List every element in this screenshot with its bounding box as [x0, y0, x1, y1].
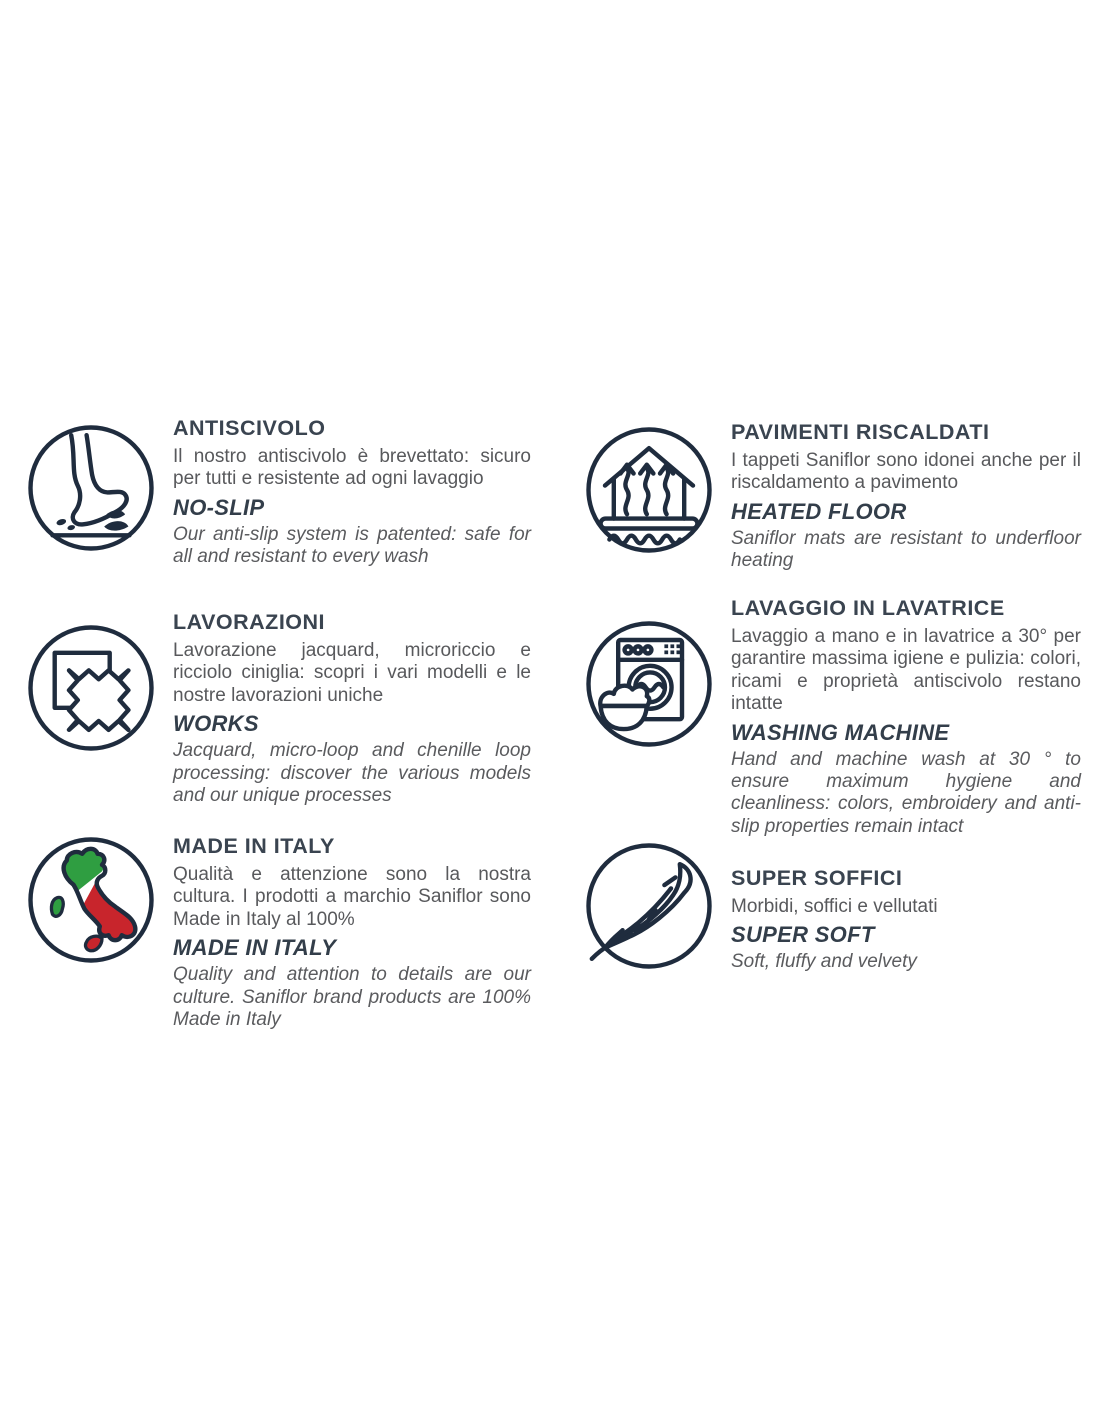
- feature-desc-it: Qualità e attenzione sono la nostra cultura. I prodotti a marchio Saniflor sono Made in Italy al 100%: [173, 864, 531, 930]
- feature-text: [731, 596, 1081, 838]
- feature-text: [173, 416, 531, 569]
- feature-desc-it: Morbidi, soffici e vellutati: [731, 896, 938, 917]
- no-slip-foot-icon: [25, 422, 157, 554]
- feature-title: LAVAGGIO IN LAVATRICE: [731, 596, 1005, 620]
- feature-text: [173, 834, 531, 1031]
- feature-super-soffici: [583, 840, 1081, 974]
- feature-title: MADE IN ITALY: [173, 834, 335, 858]
- heated-floor-house-icon: [583, 424, 715, 556]
- feature-antiscivolo: [25, 416, 531, 569]
- feature-title: PAVIMENTI RISCALDATI: [731, 420, 990, 444]
- feature-subtitle: MADE IN ITALY: [173, 935, 337, 961]
- feature-desc-it: Lavorazione jacquard, microriccio e ricciolo ciniglia: scopri i vari modelli e le nostre lavorazioni uniche: [173, 640, 531, 706]
- feature-desc-en: Saniflor mats are resistant to underfloor heating: [731, 527, 1081, 572]
- feature-desc-it: Lavaggio a mano e in lavatrice a 30° per garantire massima igiene e pulizia: colori, ricami e proprietà antiscivolo restano intatte: [731, 626, 1081, 715]
- feature-subtitle: NO-SLIP: [173, 494, 265, 520]
- feature-desc-en: Our anti-slip system is patented: safe for all and resistant to every wash: [173, 523, 531, 568]
- feature-desc-it: I tappeti Saniflor sono idonei anche per il riscaldamento a pavimento: [731, 450, 1081, 494]
- feature-title: ANTISCIVOLO: [173, 416, 326, 440]
- feature-lavaggio-in-lavatrice: [583, 596, 1081, 838]
- feature-subtitle: WORKS: [173, 711, 259, 737]
- feature-pavimenti-riscaldati: [583, 420, 1081, 573]
- feature-desc-it: Il nostro antiscivolo è brevettato: sicuro per tutti e resistente ad ogni lavaggio: [173, 446, 531, 490]
- washing-machine-icon: [583, 618, 715, 750]
- feature-text: [731, 866, 1081, 974]
- feature-title: LAVORAZIONI: [173, 610, 326, 634]
- feature-text: [173, 610, 531, 807]
- italy-map-icon: [25, 834, 157, 966]
- feature-subtitle: SUPER SOFT: [731, 922, 875, 948]
- feature-text: [731, 420, 1081, 573]
- feature-subtitle: WASHING MACHINE: [731, 719, 950, 745]
- feature-desc-en: Soft, fluffy and velvety: [731, 951, 917, 973]
- feature-desc-en: Quality and attention to details are our culture. Saniflor brand products are 100% Made in Italy: [173, 964, 531, 1031]
- feature-made-in-italy: [25, 834, 531, 1031]
- feature-desc-en: Jacquard, micro-loop and chenille loop processing: discover the various models and our unique processes: [173, 740, 531, 807]
- feature-subtitle: HEATED FLOOR: [731, 498, 907, 524]
- feature-desc-en: Hand and machine wash at 30 ° to ensure maximum hygiene and cleanliness: colors, embroidery and anti-slip properties remain intact: [731, 748, 1081, 837]
- fabric-swatch-icon: [25, 622, 157, 754]
- feature-lavorazioni: [25, 610, 531, 807]
- feature-title: SUPER SOFFICI: [731, 866, 903, 890]
- feather-icon: [583, 840, 715, 972]
